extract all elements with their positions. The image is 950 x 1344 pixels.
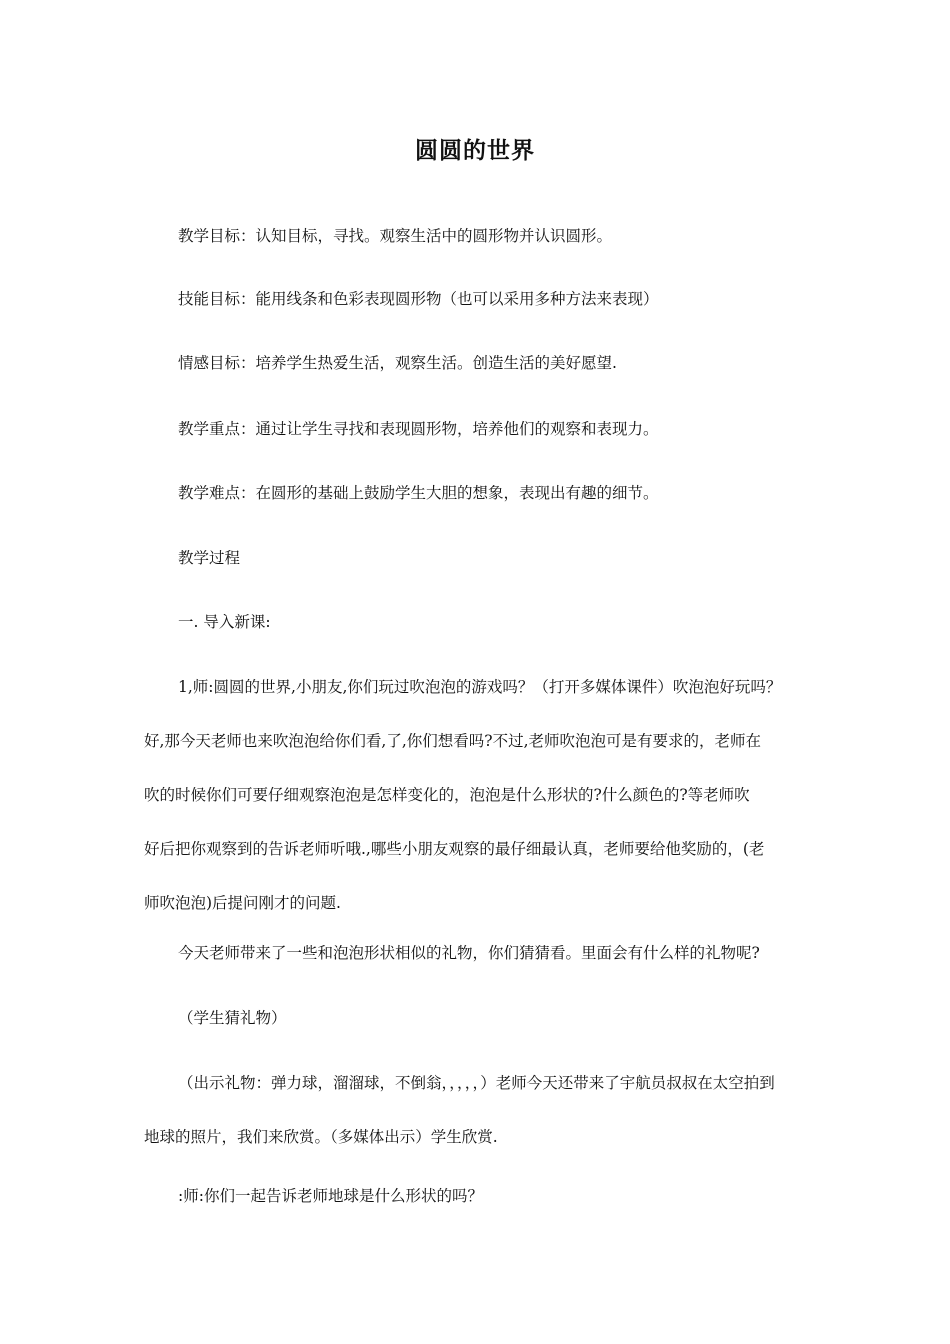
goal-skill: 技能目标：能用线条和色彩表现圆形物（也可以采用多种方法来表现） bbox=[178, 290, 659, 308]
goal-cognitive: 教学目标：认知目标，寻找。观察生活中的圆形物并认识圆形。 bbox=[178, 227, 613, 245]
earth-question: :师:你们一起告诉老师地球是什么形状的吗？ bbox=[178, 1187, 483, 1205]
intro-paragraph-line: 师吹泡泡)后提问刚才的问题. bbox=[144, 894, 341, 912]
goal-emotion: 情感目标：培养学生热爱生活，观察生活。创造生活的美好愿望. bbox=[178, 354, 617, 372]
gift-paragraph-line: 地球的照片，我们来欣赏。（多媒体出示）学生欣赏. bbox=[144, 1128, 498, 1146]
gift-paragraph bbox=[144, 1073, 824, 1181]
teaching-focus: 教学重点：通过让学生寻找和表现圆形物，培养他们的观察和表现力。 bbox=[178, 420, 659, 438]
intro-paragraph-line: 好后把你观察到的告诉老师听哦.,哪些小朋友观察的最仔细最认真，老师要给他奖励的，(老 bbox=[144, 840, 765, 858]
gift-question: 今天老师带来了一些和泡泡形状相似的礼物，你们猜猜看。里面会有什么样的礼物呢? bbox=[178, 944, 760, 962]
students-guess: （学生猜礼物） bbox=[178, 1009, 287, 1027]
intro-paragraph-line: 1,师:圆圆的世界,小朋友,你们玩过吹泡泡的游戏吗？（打开多媒体课件）吹泡泡好玩吗？ bbox=[178, 678, 782, 696]
intro-paragraph bbox=[144, 677, 824, 947]
gift-paragraph-line: （出示礼物：弹力球，溜溜球，不倒翁，，，，，）老师今天还带来了宇航员叔叔在太空拍到 bbox=[178, 1074, 775, 1092]
document-title: 圆圆的世界 bbox=[415, 137, 535, 164]
process-heading: 教学过程 bbox=[178, 549, 241, 567]
intro-paragraph-line: 吹的时候你们可要仔细观察泡泡是怎样变化的，泡泡是什么形状的?什么颜色的?等老师吹 bbox=[144, 786, 750, 804]
section1-heading: 一. 导入新课: bbox=[178, 613, 271, 631]
intro-paragraph-line: 好,那今天老师也来吹泡泡给你们看,了,你们想看吗?不过,老师吹泡泡可是有要求的，老师在 bbox=[144, 732, 762, 750]
teaching-difficulty: 教学难点：在圆形的基础上鼓励学生大胆的想象，表现出有趣的细节。 bbox=[178, 484, 659, 502]
